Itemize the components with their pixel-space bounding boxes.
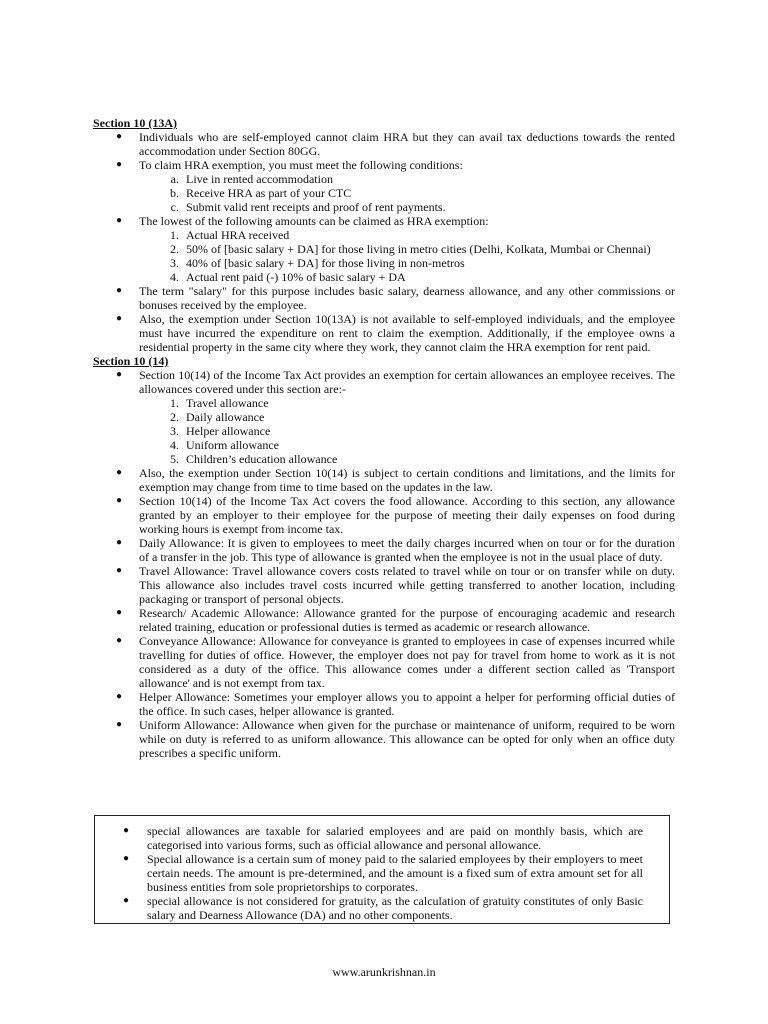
section-heading-10-13a: Section 10 (13A) bbox=[93, 116, 177, 130]
section-10-14-list bbox=[93, 368, 675, 760]
bullet-icon: ● bbox=[116, 607, 123, 618]
sub-list-item bbox=[139, 452, 675, 466]
bullet-icon: ● bbox=[116, 719, 123, 730]
bullet-icon: ● bbox=[123, 853, 130, 864]
list-item-text: special allowances are taxable for salaried employees and are paid on monthly basis, which are categorised into various forms, such as official allowance and personal allowance. bbox=[147, 824, 643, 852]
list-item-text: Research/ Academic Allowance: Allowance granted for the purpose of encouraging academic and research related training, education or professional duties is termed as academic or research allowance. bbox=[139, 606, 675, 634]
sub-list-marker: 3. bbox=[170, 256, 179, 270]
bullet-icon: ● bbox=[123, 825, 130, 836]
sub-list-item bbox=[139, 396, 675, 410]
list-item bbox=[93, 284, 675, 312]
sub-list-marker: 4. bbox=[170, 438, 179, 452]
hra-amounts-list bbox=[139, 228, 675, 284]
list-item-text: Helper Allowance: Sometimes your employer allows you to appoint a helper for performing official duties of the office. In such cases, helper allowance is granted. bbox=[139, 690, 675, 718]
sub-list-text: 50% of [basic salary + DA] for those living in metro cities (Delhi, Kolkata, Mumbai or Chennai) bbox=[186, 242, 651, 256]
hra-conditions-list bbox=[139, 172, 675, 214]
list-item-text: Special allowance is a certain sum of money paid to the salaried employees by their employers to meet certain needs. The amount is pre-determined, and the amount is a fixed sum of extra amount set for all business entities from sole proprietorships to corporates. bbox=[147, 852, 643, 894]
sub-list-marker: 5. bbox=[170, 452, 179, 466]
sub-list-text: Receive HRA as part of your CTC bbox=[186, 186, 352, 200]
footer-url: www.arunkrishnan.in bbox=[332, 965, 436, 979]
list-item-text: The lowest of the following amounts can be claimed as HRA exemption: bbox=[139, 214, 489, 228]
list-item-text: special allowance is not considered for gratuity, as the calculation of gratuity constitutes of only Basic salary and Dearness Allowance (DA) and no other components. bbox=[147, 894, 643, 922]
section-10-13a-list bbox=[93, 130, 675, 354]
list-item-text: Uniform Allowance: Allowance when given for the purchase or maintenance of uniform, required to be worn while on duty is referred to as uniform allowance. This allowance can be opted for only when an office duty prescribes a specific uniform. bbox=[139, 718, 675, 760]
list-item-text: To claim HRA exemption, you must meet the following conditions: bbox=[139, 158, 463, 172]
list-item-text: Also, the exemption under Section 10(14) is subject to certain conditions and limitations, and the limits for exemption may change from time to time based on the updates in the law. bbox=[139, 466, 675, 494]
bullet-icon: ● bbox=[116, 215, 123, 226]
sub-list-item bbox=[139, 256, 675, 270]
sub-list-item bbox=[139, 242, 675, 256]
sub-list-marker: 1. bbox=[170, 228, 179, 242]
list-item bbox=[103, 894, 643, 922]
bullet-icon: ● bbox=[116, 131, 123, 142]
sub-list-text: Daily allowance bbox=[186, 410, 265, 424]
bullet-icon: ● bbox=[116, 369, 123, 380]
sub-list-text: Travel allowance bbox=[186, 396, 269, 410]
list-item bbox=[93, 564, 675, 606]
sub-list-text: Actual rent paid (-) 10% of basic salary + DA bbox=[186, 270, 406, 284]
sub-list-marker: 2. bbox=[170, 410, 179, 424]
list-item bbox=[93, 634, 675, 690]
sub-list-marker: c. bbox=[170, 200, 179, 214]
sub-list-item bbox=[139, 172, 675, 186]
list-item bbox=[93, 466, 675, 494]
section-heading-10-14: Section 10 (14) bbox=[93, 354, 169, 368]
sub-list-marker: a. bbox=[170, 172, 179, 186]
sub-list-item bbox=[139, 410, 675, 424]
list-item bbox=[93, 130, 675, 158]
allowances-list bbox=[139, 396, 675, 466]
special-allowance-list bbox=[103, 824, 643, 922]
sub-list-text: Helper allowance bbox=[186, 424, 271, 438]
list-item-text: Section 10(14) of the Income Tax Act provides an exemption for certain allowances an employee receives. The allowances covered under this section are:- bbox=[139, 368, 675, 396]
list-item bbox=[93, 312, 675, 354]
list-item-text: Also, the exemption under Section 10(13A) is not available to self-employed individuals, and the employee must have incurred the expenditure on rent to claim the exemption. Additionally, if the employee owns a residential property in the same city where they work, they cannot claim the HRA exemption for rent paid. bbox=[139, 312, 675, 354]
list-item bbox=[103, 824, 643, 852]
sub-list-marker: 2. bbox=[170, 242, 179, 256]
document-body bbox=[93, 116, 675, 760]
sub-list-text: Children’s education allowance bbox=[186, 452, 338, 466]
list-item-text: Conveyance Allowance: Allowance for conveyance is granted to employees in case of expenses incurred while travelling for duties of office. However, the employer does not pay for travel from home to work as it is not considered as a duty of the office. This allowance comes under a different section called as 'Transport allowance' and is not exempt from tax. bbox=[139, 634, 675, 690]
list-item bbox=[93, 606, 675, 634]
sub-list-text: Uniform allowance bbox=[186, 438, 279, 452]
bullet-icon: ● bbox=[116, 691, 123, 702]
sub-list-text: Submit valid rent receipts and proof of rent payments. bbox=[186, 200, 446, 214]
list-item bbox=[93, 494, 675, 536]
sub-list-item bbox=[139, 424, 675, 438]
list-item bbox=[93, 536, 675, 564]
bullet-icon: ● bbox=[116, 565, 123, 576]
sub-list-marker: b. bbox=[170, 186, 179, 200]
list-item-text: Travel Allowance: Travel allowance covers costs related to travel while on tour or on transfer while on duty. This allowance also includes travel costs incurred while getting transferred to another location, including packaging or transport of personal objects. bbox=[139, 564, 675, 606]
list-item bbox=[93, 718, 675, 760]
list-item bbox=[103, 852, 643, 894]
sub-list-text: 40% of [basic salary + DA] for those living in non-metros bbox=[186, 256, 465, 270]
bullet-icon: ● bbox=[116, 537, 123, 548]
sub-list-text: Actual HRA received bbox=[186, 228, 290, 242]
sub-list-marker: 3. bbox=[170, 424, 179, 438]
list-item bbox=[93, 214, 675, 284]
list-item bbox=[93, 158, 675, 214]
list-item bbox=[93, 368, 675, 466]
list-item-text: Daily Allowance: It is given to employees to meet the daily charges incurred when on tour or for the duration of a transfer in the job. This type of allowance is granted when the employee is not in the usual place of duty. bbox=[139, 536, 675, 564]
bullet-icon: ● bbox=[116, 313, 123, 324]
sub-list-marker: 1. bbox=[170, 396, 179, 410]
sub-list-item bbox=[139, 438, 675, 452]
bullet-icon: ● bbox=[116, 635, 123, 646]
list-item-text: The term "salary" for this purpose includes basic salary, dearness allowance, and any other commissions or bonuses received by the employee. bbox=[139, 284, 675, 312]
special-allowance-box bbox=[94, 815, 670, 924]
bullet-icon: ● bbox=[116, 467, 123, 478]
bullet-icon: ● bbox=[123, 895, 130, 906]
sub-list-item bbox=[139, 270, 675, 284]
bullet-icon: ● bbox=[116, 285, 123, 296]
list-item-text: Individuals who are self-employed cannot claim HRA but they can avail tax deductions towards the rented accommodation under Section 80GG. bbox=[139, 130, 675, 158]
list-item-text: Section 10(14) of the Income Tax Act covers the food allowance. According to this section, any allowance granted by an employer to their employee for the purpose of meeting their daily expenses on food during working hours is exempt from income tax. bbox=[139, 494, 675, 536]
sub-list-item bbox=[139, 200, 675, 214]
sub-list-marker: 4. bbox=[170, 270, 179, 284]
bullet-icon: ● bbox=[116, 159, 123, 170]
bullet-icon: ● bbox=[116, 495, 123, 506]
sub-list-text: Live in rented accommodation bbox=[186, 172, 333, 186]
sub-list-item bbox=[139, 186, 675, 200]
list-item bbox=[93, 690, 675, 718]
sub-list-item bbox=[139, 228, 675, 242]
